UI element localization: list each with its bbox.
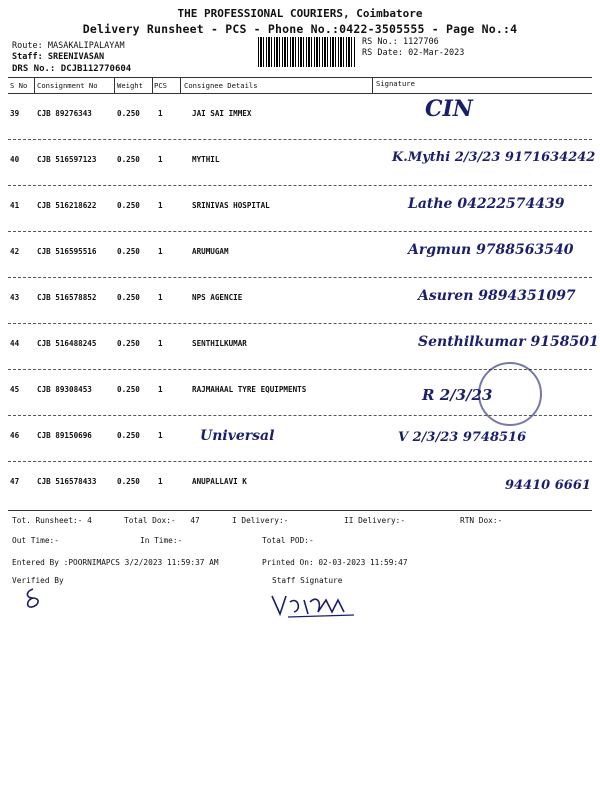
total-dox-value: 47 bbox=[190, 516, 200, 525]
verified-by: Verified By bbox=[12, 576, 64, 585]
row-consignment: CJB 89150696 bbox=[37, 431, 92, 440]
row-signature: V 2/3/23 9748516 bbox=[398, 430, 527, 445]
row-signature: Senthilkumar 9158501 bbox=[418, 334, 599, 350]
row-pcs: 1 bbox=[158, 247, 163, 256]
row-pcs: 1 bbox=[158, 293, 163, 302]
tot-runsheet: Tot. Runsheet:- 4 bbox=[12, 516, 92, 525]
col-divider bbox=[34, 77, 35, 93]
row-consignee: ANUPALLAVI K bbox=[192, 477, 247, 486]
col-header-signature: Signature bbox=[376, 79, 415, 88]
rtn-dox: RTN Dox:- bbox=[460, 516, 503, 525]
row-weight: 0.250 bbox=[117, 201, 140, 210]
col-divider bbox=[152, 77, 153, 93]
row-sno: 43 bbox=[10, 293, 20, 302]
col-header-sno: S No bbox=[10, 81, 28, 90]
route-label: Route: bbox=[12, 41, 43, 51]
row-pcs: 1 bbox=[158, 385, 163, 394]
verifier-initials-mark bbox=[20, 586, 46, 610]
runsheet-subtitle: Delivery Runsheet - PCS - Phone No.:0422-3505555 - Page No.:4 bbox=[82, 22, 518, 36]
staff-signature-label: Staff Signature bbox=[272, 576, 343, 585]
row-separator bbox=[8, 139, 592, 140]
row-signature: Argmun 9788563540 bbox=[408, 242, 574, 258]
row-signature: Lathe 04222574439 bbox=[408, 196, 565, 212]
total-dox-line bbox=[124, 516, 200, 525]
row-weight: 0.250 bbox=[117, 339, 140, 348]
barcode bbox=[258, 37, 356, 67]
row-consignee: SRINIVAS HOSPITAL bbox=[192, 201, 270, 210]
row-signature: Asuren 9894351097 bbox=[418, 288, 576, 304]
row-weight: 0.250 bbox=[117, 293, 140, 302]
out-time: Out Time:- bbox=[12, 536, 59, 545]
row-weight: 0.250 bbox=[117, 477, 140, 486]
row-separator bbox=[8, 231, 592, 232]
table-bottom-rule bbox=[8, 510, 592, 511]
row-signature: R 2/3/23 bbox=[422, 386, 493, 404]
rs-date-line bbox=[362, 48, 464, 58]
rs-no-line bbox=[362, 37, 439, 47]
row-signature: K.Mythi 2/3/23 9171634242 bbox=[392, 150, 596, 165]
row-consignee: Universal bbox=[200, 428, 275, 444]
row-pcs: 1 bbox=[158, 477, 163, 486]
row-sno: 46 bbox=[10, 431, 20, 440]
row-separator bbox=[8, 185, 592, 186]
in-time: In Time:- bbox=[140, 536, 183, 545]
table-row bbox=[0, 234, 600, 280]
row-separator bbox=[8, 415, 592, 416]
table-row bbox=[0, 372, 600, 418]
col-divider bbox=[180, 77, 181, 93]
row-pcs: 1 bbox=[158, 109, 163, 118]
table-header-rule bbox=[8, 93, 592, 94]
row-pcs: 1 bbox=[158, 339, 163, 348]
col-header-consignment: Consignment No bbox=[37, 81, 98, 90]
row-sno: 47 bbox=[10, 477, 20, 486]
table-row bbox=[0, 96, 600, 142]
company-title: THE PROFESSIONAL COURIERS, Coimbatore bbox=[177, 7, 423, 20]
row-separator bbox=[8, 277, 592, 278]
table-row bbox=[0, 280, 600, 326]
staff-label: Staff: bbox=[12, 52, 43, 62]
row-consignment: CJB 516595516 bbox=[37, 247, 97, 256]
col-divider bbox=[114, 77, 115, 93]
staff-signature-mark bbox=[268, 590, 358, 620]
row-sno: 41 bbox=[10, 201, 20, 210]
row-pcs: 1 bbox=[158, 155, 163, 164]
row-consignee: NPS AGENCIE bbox=[192, 293, 243, 302]
drs-line bbox=[12, 64, 131, 74]
row-sno: 45 bbox=[10, 385, 20, 394]
ii-delivery: II Delivery:- bbox=[344, 516, 406, 525]
row-pcs: 1 bbox=[158, 431, 163, 440]
printed-on: Printed On: 02-03-2023 11:59:47 bbox=[262, 558, 408, 567]
row-consignment: CJB 516218622 bbox=[37, 201, 97, 210]
row-consignment: CJB 516488245 bbox=[37, 339, 97, 348]
row-consignment: CJB 89308453 bbox=[37, 385, 92, 394]
company-stamp bbox=[478, 362, 542, 426]
row-sno: 44 bbox=[10, 339, 20, 348]
row-sno: 42 bbox=[10, 247, 20, 256]
table-row bbox=[0, 418, 600, 464]
row-consignee: MYTHIL bbox=[192, 155, 220, 164]
row-consignment: CJB 516597123 bbox=[37, 155, 97, 164]
row-consignee: RAJMAHAAL TYRE EQUIPMENTS bbox=[192, 385, 307, 394]
row-weight: 0.250 bbox=[117, 431, 140, 440]
row-consignee: SENTHILKUMAR bbox=[192, 339, 247, 348]
row-weight: 0.250 bbox=[117, 385, 140, 394]
row-consignment: CJB 516578433 bbox=[37, 477, 97, 486]
staff-line bbox=[12, 52, 104, 62]
drs-label: DRS No.: bbox=[12, 64, 56, 74]
row-consignment: CJB 516578852 bbox=[37, 293, 97, 302]
col-header-pcs: PCS bbox=[154, 81, 167, 90]
i-delivery: I Delivery:- bbox=[232, 516, 289, 525]
table-row bbox=[0, 464, 600, 510]
drs-value: DCJB112770604 bbox=[60, 64, 132, 74]
entered-by: Entered By :POORNIMAPCS 3/2/2023 11:59:37 AM bbox=[12, 558, 219, 567]
rs-no-label: RS No.: bbox=[362, 37, 398, 47]
row-consignee: JAI SAI IMMEX bbox=[192, 109, 252, 118]
row-sno: 39 bbox=[10, 109, 20, 118]
row-separator bbox=[8, 461, 592, 462]
row-weight: 0.250 bbox=[117, 155, 140, 164]
table-row bbox=[0, 188, 600, 234]
route-value: MASAKALIPALAYAM bbox=[47, 41, 125, 51]
rs-date-label: RS Date: bbox=[362, 48, 403, 58]
total-dox-label: Total Dox:- bbox=[124, 516, 176, 525]
col-header-weight: Weight bbox=[117, 81, 143, 90]
table-row bbox=[0, 142, 600, 188]
row-consignment: CJB 89276343 bbox=[37, 109, 92, 118]
col-header-consignee: Consignee Details bbox=[184, 81, 258, 90]
row-signature: 94410 6661 bbox=[505, 478, 591, 493]
row-weight: 0.250 bbox=[117, 109, 140, 118]
table-top-rule bbox=[8, 77, 592, 78]
col-divider bbox=[372, 77, 373, 93]
rs-date-value: 02-Mar-2023 bbox=[408, 48, 465, 58]
rs-no-value: 1127706 bbox=[402, 37, 439, 47]
total-pod: Total POD:- bbox=[262, 536, 314, 545]
row-weight: 0.250 bbox=[117, 247, 140, 256]
row-consignee: ARUMUGAM bbox=[192, 247, 229, 256]
row-signature: CIN bbox=[425, 96, 473, 122]
row-sno: 40 bbox=[10, 155, 20, 164]
row-separator bbox=[8, 323, 592, 324]
row-pcs: 1 bbox=[158, 201, 163, 210]
route-line bbox=[12, 41, 125, 51]
staff-value: SREENIVASAN bbox=[47, 52, 105, 62]
